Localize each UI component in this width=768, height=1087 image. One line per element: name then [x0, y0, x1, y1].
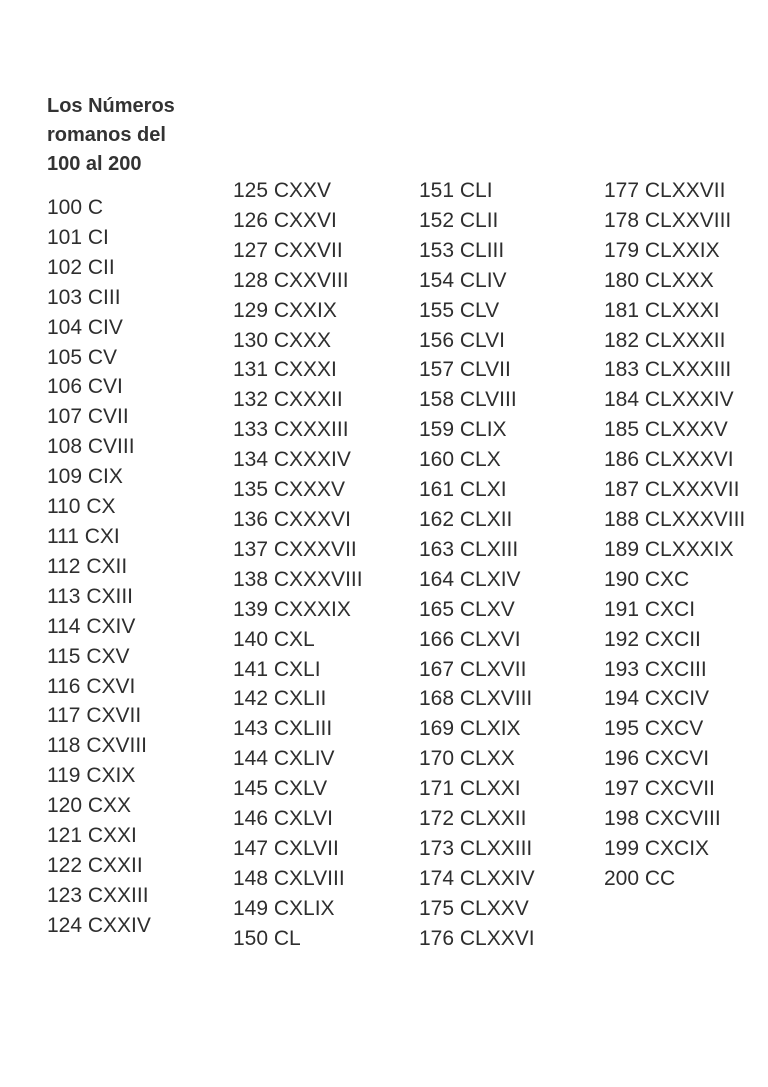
numeral-entry: 107 CVII — [47, 405, 129, 429]
numeral-entry: 188 CLXXXVIII — [604, 507, 746, 531]
numeral-entry: 126 CXXVI — [233, 208, 337, 232]
numeral-entry: 191 CXCI — [604, 597, 696, 621]
numeral-entry: 173 CLXXIII — [419, 836, 533, 860]
numeral-entry: 153 CLIII — [419, 238, 505, 262]
numeral-entry: 152 CLII — [419, 208, 499, 232]
numeral-entry: 130 CXXX — [233, 328, 332, 352]
numeral-entry: 135 CXXXV — [233, 478, 346, 502]
numeral-entry: 174 CLXXIV — [419, 866, 535, 890]
numeral-entry: 165 CLXV — [419, 597, 515, 621]
numeral-entry: 110 CX — [47, 495, 116, 519]
numeral-entry: 115 CXV — [47, 644, 130, 668]
numeral-entry: 159 CLIX — [419, 418, 507, 442]
numeral-entry: 143 CXLIII — [233, 717, 333, 741]
numeral-entry: 167 CLXVII — [419, 657, 527, 681]
numeral-entry: 138 CXXXVIII — [233, 567, 363, 591]
numeral-entry: 160 CLX — [419, 448, 501, 472]
numeral-entry: 189 CLXXXIX — [604, 537, 734, 561]
numeral-entry: 139 CXXXIX — [233, 597, 351, 621]
numeral-entry: 147 CXLVII — [233, 836, 339, 860]
numeral-entry: 177 CLXXVII — [604, 179, 726, 202]
numeral-entry: 169 CLXIX — [419, 717, 521, 741]
numeral-entry: 119 CXIX — [47, 764, 136, 788]
numeral-entry: 166 CLXVI — [419, 627, 521, 651]
numeral-entry: 122 CXXII — [47, 853, 143, 877]
numeral-entry: 178 CLXXVIII — [604, 208, 732, 232]
numeral-entry: 197 CXCVII — [604, 777, 715, 801]
numeral-entry: 133 CXXXIII — [233, 418, 349, 442]
title-line: 100 al 200 — [47, 153, 142, 175]
numeral-entry: 112 CXII — [47, 554, 128, 578]
numeral-entry: 180 CLXXX — [604, 268, 714, 292]
numeral-entry: 127 CXXVII — [233, 238, 343, 262]
numeral-entry: 111 CXI — [47, 524, 120, 548]
numeral-entry: 179 CLXXIX — [604, 238, 720, 262]
numeral-entry: 103 CIII — [47, 285, 121, 309]
numeral-entry: 144 CXLIV — [233, 747, 335, 771]
numeral-entry: 190 CXC — [604, 567, 690, 591]
numeral-entry: 114 CXIV — [47, 614, 136, 638]
numeral-entry: 193 CXCIII — [604, 657, 707, 681]
numeral-entry: 142 CXLII — [233, 687, 327, 711]
numeral-entry: 108 CVIII — [47, 435, 135, 459]
numeral-entry: 198 CXCVIII — [604, 807, 721, 831]
numeral-entry: 170 CLXX — [419, 747, 515, 771]
numeral-entry: 175 CLXXV — [419, 896, 529, 920]
numeral-entry: 194 CXCIV — [604, 687, 710, 711]
numeral-entry: 116 CXVI — [47, 674, 136, 698]
numeral-entry: 150 CL — [233, 926, 301, 950]
numeral-entry: 113 CXIII — [47, 584, 133, 608]
numeral-entry: 132 CXXXII — [233, 388, 343, 412]
numeral-entry: 192 CXCII — [604, 627, 701, 651]
numbers-column-4 — [604, 176, 745, 894]
numeral-entry: 156 CLVI — [419, 328, 505, 352]
numeral-entry: 185 CLXXXV — [604, 418, 728, 442]
numeral-entry: 128 CXXVIII — [233, 268, 349, 292]
numeral-entry: 183 CLXXXIII — [604, 358, 732, 382]
numeral-entry: 148 CXLVIII — [233, 866, 345, 890]
numeral-entry: 155 CLV — [419, 298, 500, 322]
numeral-entry: 123 CXXIII — [47, 883, 149, 907]
numeral-entry: 195 CXCV — [604, 717, 704, 741]
numeral-entry: 184 CLXXXIV — [604, 388, 734, 412]
numeral-entry: 200 CC — [604, 866, 676, 890]
title-line: Los Números — [47, 95, 175, 117]
numeral-entry: 196 CXCVI — [604, 747, 710, 771]
numeral-entry: 129 CXXIX — [233, 298, 337, 322]
numeral-entry: 136 CXXXVI — [233, 507, 351, 531]
numeral-entry: 161 CLXI — [419, 478, 507, 502]
numeral-entry: 162 CLXII — [419, 507, 513, 531]
numeral-entry: 125 CXXV — [233, 179, 332, 202]
page-title — [47, 92, 217, 179]
numeral-entry: 124 CXXIV — [47, 913, 151, 937]
numeral-entry: 131 CXXXI — [233, 358, 337, 382]
numeral-entry: 181 CLXXXI — [604, 298, 720, 322]
numbers-column-2 — [233, 176, 363, 954]
numbers-column-1 — [47, 193, 151, 941]
numeral-entry: 176 CLXXVI — [419, 926, 535, 950]
numeral-entry: 141 CXLI — [233, 657, 321, 681]
numeral-entry: 140 CXL — [233, 627, 315, 651]
numeral-entry: 121 CXXI — [47, 824, 137, 848]
numeral-entry: 168 CLXVIII — [419, 687, 533, 711]
numeral-entry: 118 CXVIII — [47, 734, 147, 758]
numeral-entry: 106 CVI — [47, 375, 123, 399]
numeral-entry: 100 C — [47, 196, 104, 219]
numeral-entry: 151 CLI — [419, 179, 493, 202]
numeral-entry: 146 CXLVI — [233, 807, 334, 831]
numeral-entry: 101 CI — [47, 225, 109, 249]
numeral-entry: 199 CXCIX — [604, 836, 710, 860]
numeral-entry: 187 CLXXXVII — [604, 478, 740, 502]
numeral-entry: 182 CLXXXII — [604, 328, 726, 352]
numeral-entry: 149 CXLIX — [233, 896, 335, 920]
numeral-entry: 164 CLXIV — [419, 567, 521, 591]
numeral-entry: 157 CLVII — [419, 358, 511, 382]
numeral-entry: 137 CXXXVII — [233, 537, 357, 561]
numeral-entry: 102 CII — [47, 255, 115, 279]
numeral-entry: 109 CIX — [47, 465, 123, 489]
numeral-entry: 134 CXXXIV — [233, 448, 351, 472]
numeral-entry: 104 CIV — [47, 315, 123, 339]
numeral-entry: 120 CXX — [47, 794, 132, 818]
numeral-entry: 158 CLVIII — [419, 388, 517, 412]
numbers-column-3 — [419, 176, 535, 954]
numeral-entry: 186 CLXXXVI — [604, 448, 734, 472]
numeral-entry: 154 CLIV — [419, 268, 507, 292]
numeral-entry: 171 CLXXI — [419, 777, 521, 801]
numeral-entry: 105 CV — [47, 345, 118, 369]
numeral-entry: 117 CXVII — [47, 704, 142, 728]
numeral-entry: 145 CXLV — [233, 777, 328, 801]
title-line: romanos del — [47, 124, 166, 146]
numeral-entry: 172 CLXXII — [419, 807, 527, 831]
numeral-entry: 163 CLXIII — [419, 537, 519, 561]
